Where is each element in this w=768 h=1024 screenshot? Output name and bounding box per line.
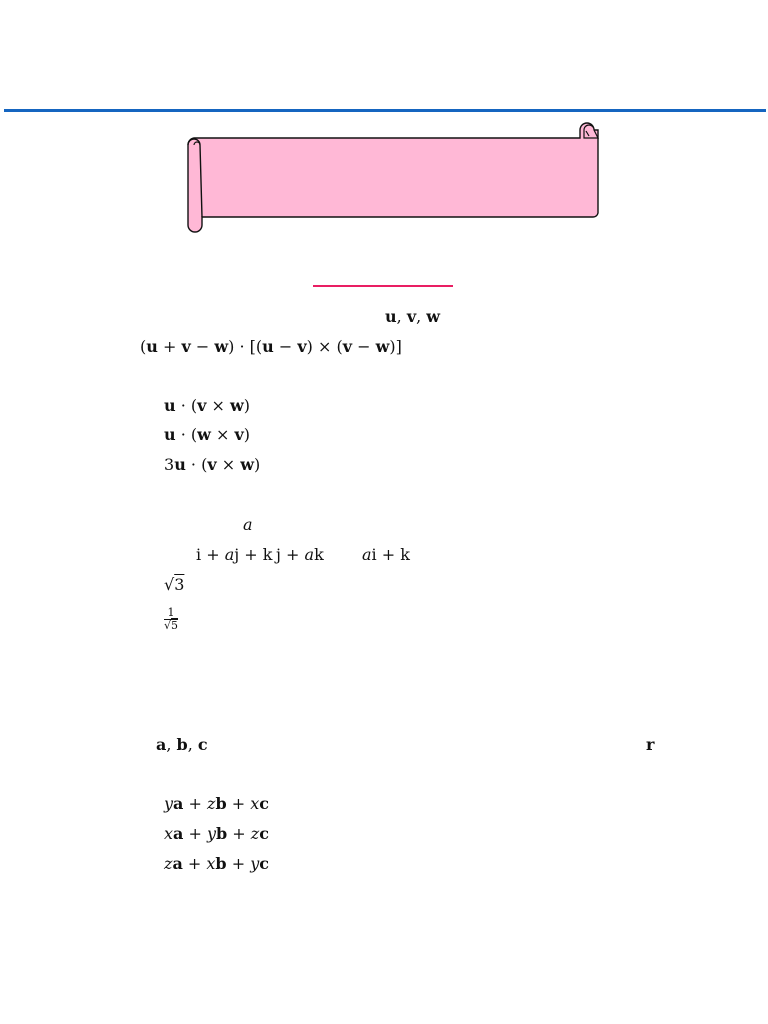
top-divider [4,109,766,112]
q3-option-3: za + xb + yc [164,854,269,873]
q2-vector-3: ai + k [362,545,410,564]
q3-vectors-label: a, b, c [156,735,208,754]
q1-expression: (u + v − w) · [(u − v) × (v − w)] [140,337,402,356]
q3-right-label: r [646,735,655,754]
q1-option-3: 3u · (v × w) [164,455,261,474]
q3-option-1: ya + zb + xc [164,794,269,813]
scroll-banner [180,118,605,236]
q1-vectors-label: u, v, w [385,307,441,326]
q2-variable: a [243,515,253,534]
q1-option-2: u · (w × v) [164,425,251,444]
q1-option-1: u · (v × w) [164,396,251,415]
q2-option-2: $\frac{1}{√5}$ [164,606,179,633]
q3-option-2: xa + yb + zc [164,824,269,843]
heading-underline [313,285,453,287]
q2-vector-2: j + ak [276,545,324,564]
q2-vector-1: i + aj + k [196,545,273,564]
q2-option-1: √3 [164,575,185,594]
